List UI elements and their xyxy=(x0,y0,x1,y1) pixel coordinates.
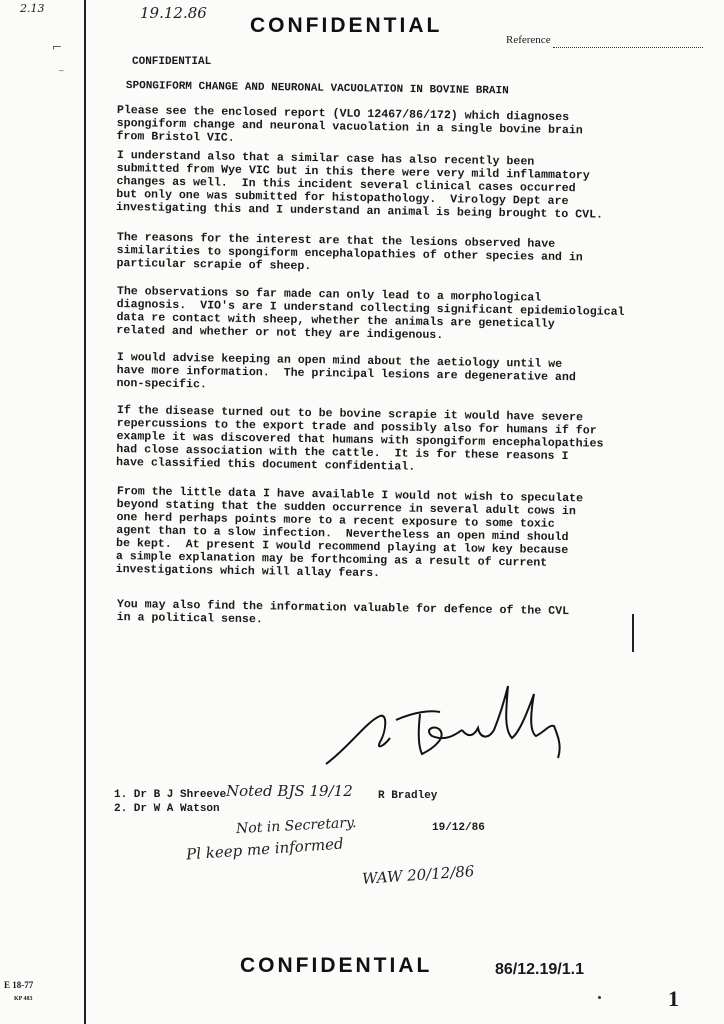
paragraph-report: Please see the enclosed report (VLO 12467/86/172) which diagnoses spongiform change and neuronal vacuolation in a single bovine brain from Bristol VIC. xyxy=(116,104,583,145)
document-code: 86/12.19/1.1 xyxy=(495,961,584,978)
paragraph-speculation: From the little data I have available I would not wish to speculate beyond stating that the sudden occurrence in several adult cows in one herd perhaps points more to a recent exposure to some toxic agent than to a slow infection. Nevertheless an open mind should be kept. At present I would recommend playing at low key because a simple explanation may be forthcoming as a result of current investigations which will allay fears. xyxy=(115,485,584,581)
annotation-initials: WAW 20/12/86 xyxy=(361,862,475,888)
paragraph-wye-case: I understand also that a similar case has also recently been submitted from Wye VIC but in this there were very mild inflammatory changes as well. In this incident several clinical cases occurred but only one was submitted for histopathology. Virology Dept are investigating this and I understand an animal is being brought to CVL. xyxy=(115,149,604,222)
reference-blank xyxy=(553,38,703,48)
paragraph-repercussions: If the disease turned out to be bovine scrapie it would have severe repercussions to the export trade and possibly also for humans if for example it was discovered that humans with spongiform encephalopathies had close association with the cattle. It is for these reasons I have classified this document confidential. xyxy=(115,404,604,474)
reference-field xyxy=(506,30,703,48)
paragraph-defence: You may also find the information valuable for defence of the CVL in a political sense. xyxy=(116,598,570,627)
page-number: 1 xyxy=(668,986,679,1011)
memo-subject: SPONGIFORM CHANGE AND NEURONAL VACUOLATION IN BOVINE BRAIN xyxy=(125,80,509,98)
memo-classification: CONFIDENTIAL xyxy=(132,56,212,68)
speck xyxy=(598,996,601,999)
paragraph-aetiology: I would advise keeping an open mind about the aetiology until we have more information. The principal lesions are degenerative and non-specific. xyxy=(116,351,576,392)
author-date: 19/12/86 xyxy=(432,822,485,834)
distribution-item-1: 1. Dr B J Shreeve xyxy=(114,789,227,801)
signature-graphic xyxy=(322,676,592,772)
margin-rule xyxy=(84,0,86,1024)
form-code: E 18-77 xyxy=(4,980,34,990)
annotation-noted: Noted BJS 19/12 xyxy=(226,782,353,800)
paragraph-reasons: The reasons for the interest are that the lesions observed have similarities to spongiform encephalopathies of other species and in particular scrapie of sheep. xyxy=(116,231,583,274)
margin-tick: ⁻ xyxy=(58,66,65,80)
form-sub-code: KP 483 xyxy=(14,996,33,1002)
margin-bar xyxy=(632,614,634,652)
margin-tick: ⌐ xyxy=(52,40,63,54)
header-confidential: CONFIDENTIAL xyxy=(250,14,443,37)
footer-confidential: CONFIDENTIAL xyxy=(240,954,433,977)
corner-mark: 2.13 xyxy=(20,2,45,15)
reference-label: Reference xyxy=(506,34,551,46)
paragraph-observations: The observations so far made can only lead to a morphological diagnosis. VIO's are I understand collecting significant epidemiological data re contact with sheep, whether the animals are genetically related and whether or not they are indigenous. xyxy=(116,285,625,343)
author-name: R Bradley xyxy=(378,790,438,802)
annotation-line-2: Pl keep me informed xyxy=(185,834,345,864)
handwritten-date: 19.12.86 xyxy=(140,4,207,22)
distribution-item-2: 2. Dr W A Watson xyxy=(114,803,220,815)
annotation-line-1: Not in Secretary. xyxy=(235,814,357,838)
